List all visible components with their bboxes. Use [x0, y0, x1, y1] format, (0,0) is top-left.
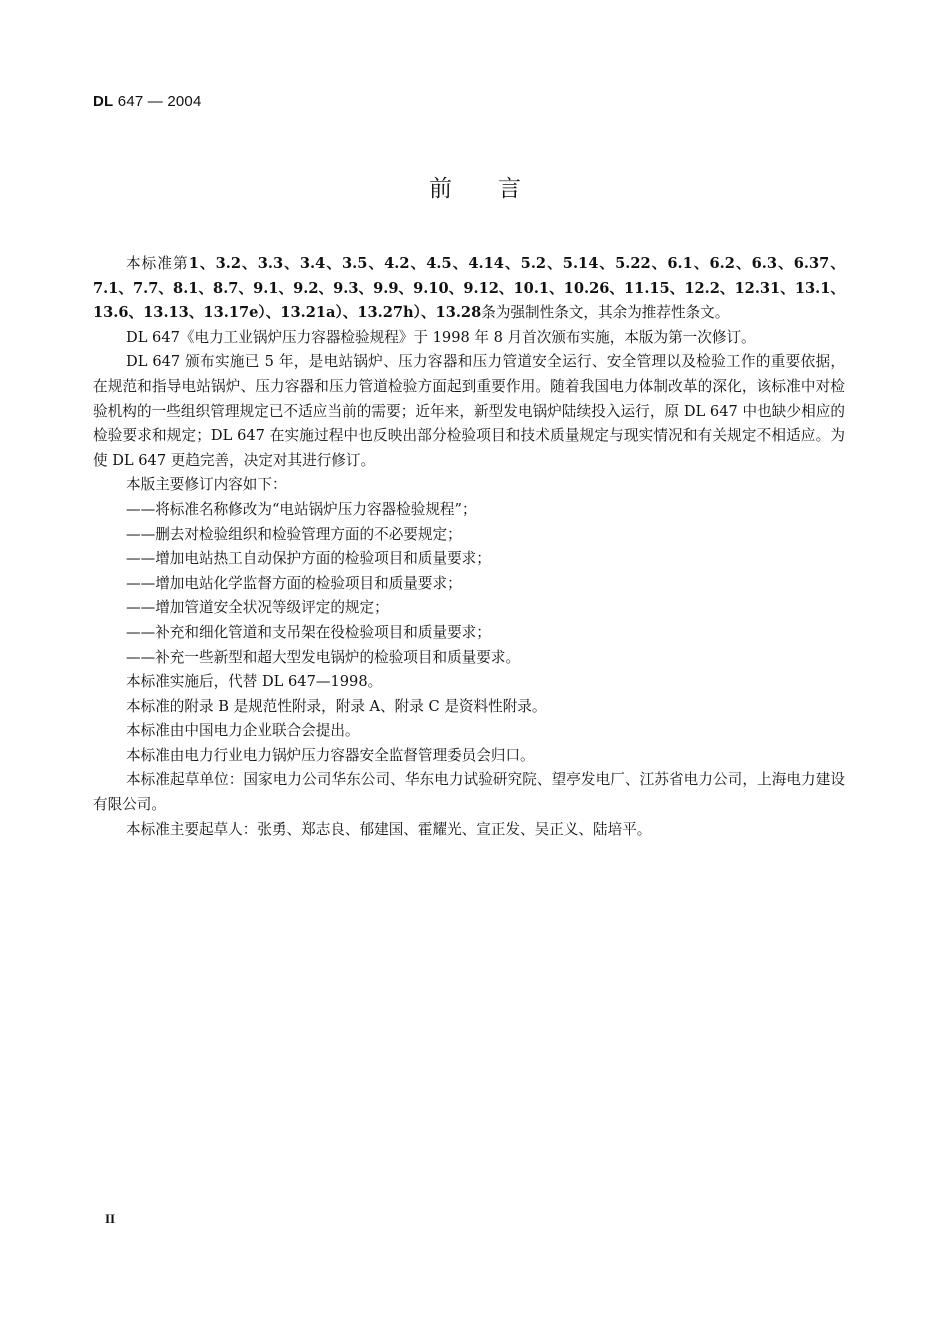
revision-item: ——补充和细化管道和支吊架在役检验项目和质量要求；	[126, 623, 491, 641]
document-code-prefix: DL	[93, 93, 114, 110]
revision-item: ——增加电站热工自动保护方面的检验项目和质量要求；	[126, 550, 491, 568]
page-title: 前言	[429, 176, 567, 202]
paragraph-drafters: 本标准主要起草人：张勇、郑志良、郁建国、霍耀光、宣正发、吴正义、陆培平。	[126, 820, 652, 838]
paragraph-revision-intro: 本版主要修订内容如下：	[126, 476, 287, 494]
mandatory-clause-list: 1、3.2、3.3、3.4、3.5、4.2、4.5、4.14、5.2、5.14、5.22、6.1、6.2、6.3、6.37、7.1、7.7、8.1、8.7、9.1、9.2、9.3、9.9、9.10、9.12、10.1、10.26、11.15、12.2、12.31、13.1、13.6、13.13、13.17e）、13.21a）、13.27h）、13.28	[93, 255, 845, 322]
mandatory-clauses-paragraph	[93, 252, 845, 326]
paragraph-replacement: 本标准实施后，代替 DL 647—1998。	[126, 673, 383, 691]
revision-item: ——增加电站化学监督方面的检验项目和质量要求；	[126, 574, 462, 592]
revision-item: ——补充一些新型和超大型发电锅炉的检验项目和质量要求。	[126, 648, 521, 666]
document-code-number: 647 — 2004	[113, 93, 202, 110]
paragraph-proposer: 本标准由中国电力企业联合会提出。	[126, 722, 360, 740]
document-code	[93, 93, 202, 110]
mandatory-intro: 本标准第	[126, 255, 189, 272]
mandatory-outro: 条为强制性条文，其余为推荐性条文。	[481, 304, 730, 322]
revision-item: ——将标准名称修改为“电站锅炉压力容器检验规程”；	[126, 500, 477, 518]
paragraph-centralized: 本标准由电力行业电力锅炉压力容器安全监督管理委员会归口。	[126, 746, 535, 764]
paragraph-annexes: 本标准的附录 B 是规范性附录，附录 A、附录 C 是资料性附录。	[126, 697, 547, 715]
revision-item: ——增加管道安全状况等级评定的规定；	[126, 599, 389, 617]
revision-item: ——删去对检验组织和检验管理方面的不必要规定；	[126, 525, 462, 543]
paragraph-first-issue: DL 647《电力工业锅炉压力容器检验规程》于 1998 年 8 月首次颁布实施，本版为第一次修订。	[126, 328, 756, 346]
foreword-body	[93, 252, 845, 842]
paragraph-background: DL 647 颁布实施已 5 年，是电站锅炉、压力容器和压力管道安全运行、安全管理以及检验工作的重要依据，在规范和指导电站锅炉、压力容器和压力管道检验方面起到重要作用。随着我国电力体制改革的深化，该标准中对检验机构的一些组织管理规定已不适应当前的需要；近年来，新型发电锅炉陆续投入运行，原 DL 647 中也缺少相应的检验要求和规定；DL 647 在实施过程中也反映出部分检验项目和技术质量规定与现实情况和有关规定不相适应。为使 DL 647 更趋完善，决定对其进行修订。	[93, 353, 845, 469]
paragraph-drafting-units: 本标准起草单位：国家电力公司华东公司、华东电力试验研究院、望亭发电厂、江苏省电力公司，上海电力建设有限公司。	[93, 771, 845, 814]
page-number: II	[105, 1211, 116, 1226]
